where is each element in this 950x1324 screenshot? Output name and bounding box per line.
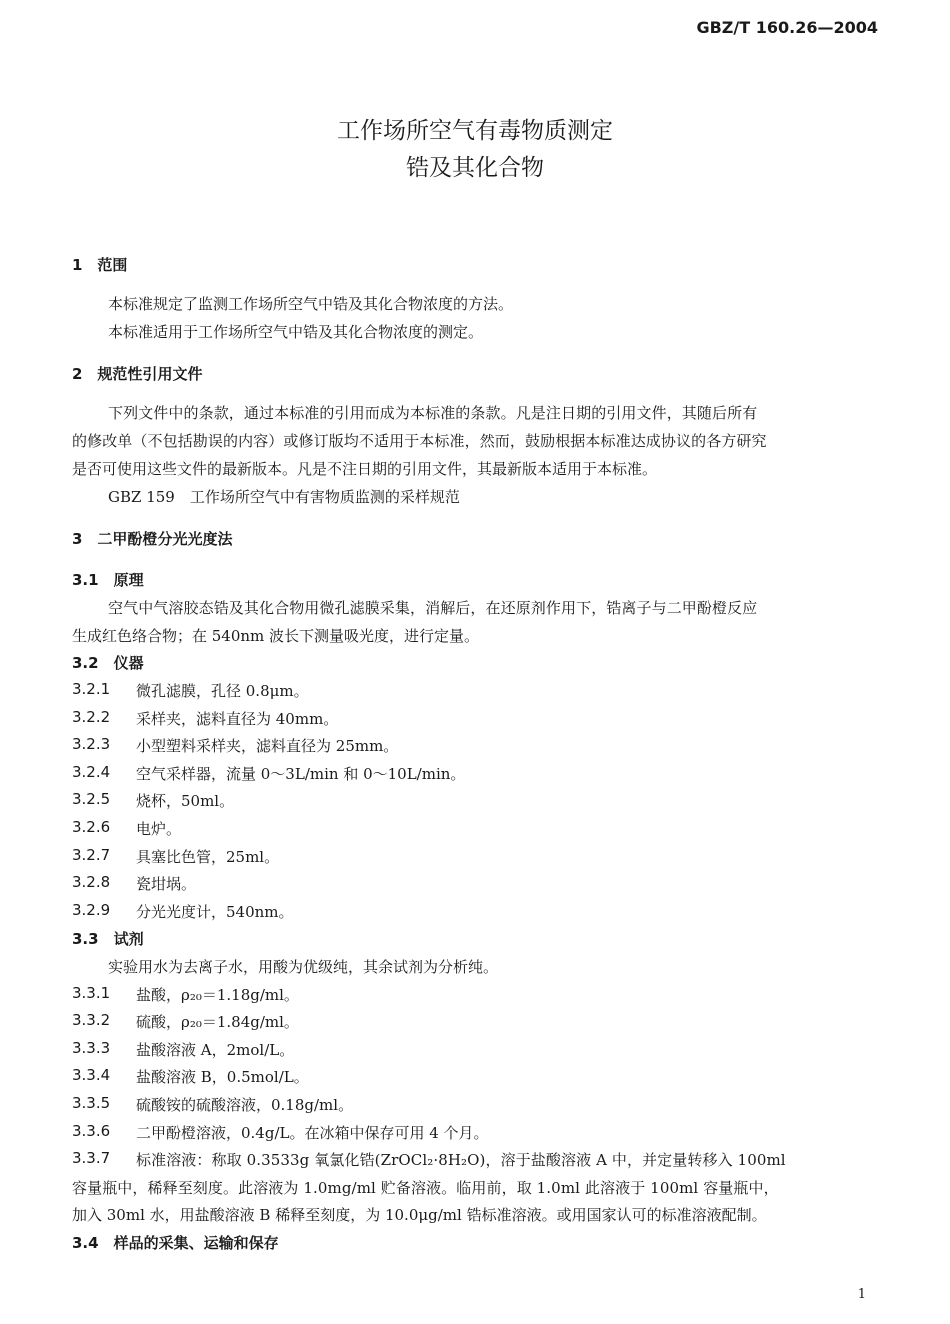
document-subtitle: 锆及其化合物 [406, 155, 544, 181]
item-number: 3.3.7 [72, 1149, 111, 1167]
item-number: 3.2.2 [72, 708, 111, 726]
item-text: 标准溶液：称取 0.3533g 氧氯化锆(ZrOCl₂·8H₂O)，溶于盐酸溶液 A 中，并定量转移入 100ml [136, 1151, 786, 1169]
document-title: 工作场所空气有毒物质测定 [337, 118, 613, 144]
item-number: 3.2.1 [72, 680, 111, 698]
item-text: 具塞比色管，25ml。 [136, 848, 280, 866]
item-text: 采样夹，滤料直径为 40mm。 [136, 710, 339, 728]
item-number: 3.2.5 [72, 790, 111, 808]
item-number: 3.3.3 [72, 1039, 111, 1057]
reference-entry: GBZ 159 工作场所空气中有害物质监测的采样规范 [108, 488, 460, 506]
item-number: 3.3.5 [72, 1094, 111, 1112]
item-text: 盐酸溶液 A，2mol/L。 [136, 1041, 295, 1059]
section-3-4-heading: 3.4 样品的采集、运输和保存 [72, 1234, 279, 1252]
paragraph-line: 空气中气溶胶态锆及其化合物用微孔滤膜采集，消解后，在还原剂作用下，锆离子与二甲酚橙反应 [108, 599, 758, 617]
section-3-3-heading: 3.3 试剂 [72, 930, 144, 948]
item-text: 电炉。 [136, 820, 182, 838]
item-number: 3.2.9 [72, 901, 111, 919]
item-text: 二甲酚橙溶液，0.4g/L。在冰箱中保存可用 4 个月。 [136, 1124, 489, 1142]
paragraph-line: 容量瓶中，稀释至刻度。此溶液为 1.0mg/ml 贮备溶液。临用前，取 1.0ml 此溶液于 100ml 容量瓶中， [72, 1179, 779, 1197]
paragraph-line: 下列文件中的条款，通过本标准的引用而成为本标准的条款。凡是注日期的引用文件，其随后所有 [108, 404, 758, 422]
paragraph-line: 的修改单（不包括勘误的内容）或修订版均不适用于本标准，然而，鼓励根据本标准达成协议的各方研究 [72, 432, 767, 450]
paragraph: 本标准规定了监测工作场所空气中锆及其化合物浓度的方法。 [108, 295, 514, 313]
paragraph-line: 是否可使用这些文件的最新版本。凡是不注日期的引用文件，其最新版本适用于本标准。 [72, 460, 658, 478]
item-text: 小型塑料采样夹，滤料直径为 25mm。 [136, 737, 399, 755]
item-text: 硫酸铵的硫酸溶液，0.18g/ml。 [136, 1096, 354, 1114]
item-text: 瓷坩埚。 [136, 875, 197, 893]
item-number: 3.3.4 [72, 1066, 111, 1084]
paragraph: 实验用水为去离子水，用酸为优级纯，其余试剂为分析纯。 [108, 958, 499, 976]
section-3-2-heading: 3.2 仪器 [72, 654, 144, 672]
section-3-heading: 3 二甲酚橙分光光度法 [72, 530, 233, 548]
item-text: 微孔滤膜，孔径 0.8μm。 [136, 682, 309, 700]
paragraph-line: 生成红色络合物；在 540nm 波长下测量吸光度，进行定量。 [72, 627, 480, 645]
item-number: 3.2.7 [72, 846, 111, 864]
item-text: 盐酸，ρ₂₀＝1.18g/ml。 [136, 986, 299, 1004]
paragraph: 本标准适用于工作场所空气中锆及其化合物浓度的测定。 [108, 323, 484, 341]
item-text: 硫酸，ρ₂₀＝1.84g/ml。 [136, 1013, 299, 1031]
item-number: 3.2.8 [72, 873, 111, 891]
item-number: 3.2.6 [72, 818, 111, 836]
section-3-1-heading: 3.1 原理 [72, 571, 144, 589]
item-text: 盐酸溶液 B，0.5mol/L。 [136, 1068, 309, 1086]
paragraph-line: 加入 30ml 水，用盐酸溶液 B 稀释至刻度，为 10.0μg/ml 锆标准溶液。或用国家认可的标准溶液配制。 [72, 1206, 767, 1224]
section-1-heading: 1 范围 [72, 256, 128, 274]
item-number: 3.2.4 [72, 763, 111, 781]
item-text: 烧杯，50ml。 [136, 792, 235, 810]
standard-number: GBZ/T 160.26—2004 [696, 18, 878, 37]
section-2-heading: 2 规范性引用文件 [72, 365, 203, 383]
item-number: 3.3.1 [72, 984, 111, 1002]
page-number: 1 [857, 1287, 866, 1302]
item-text: 空气采样器，流量 0～3L/min 和 0～10L/min。 [136, 765, 466, 783]
item-number: 3.3.6 [72, 1122, 111, 1140]
item-text: 分光光度计，540nm。 [136, 903, 294, 921]
item-number: 3.3.2 [72, 1011, 111, 1029]
item-number: 3.2.3 [72, 735, 111, 753]
